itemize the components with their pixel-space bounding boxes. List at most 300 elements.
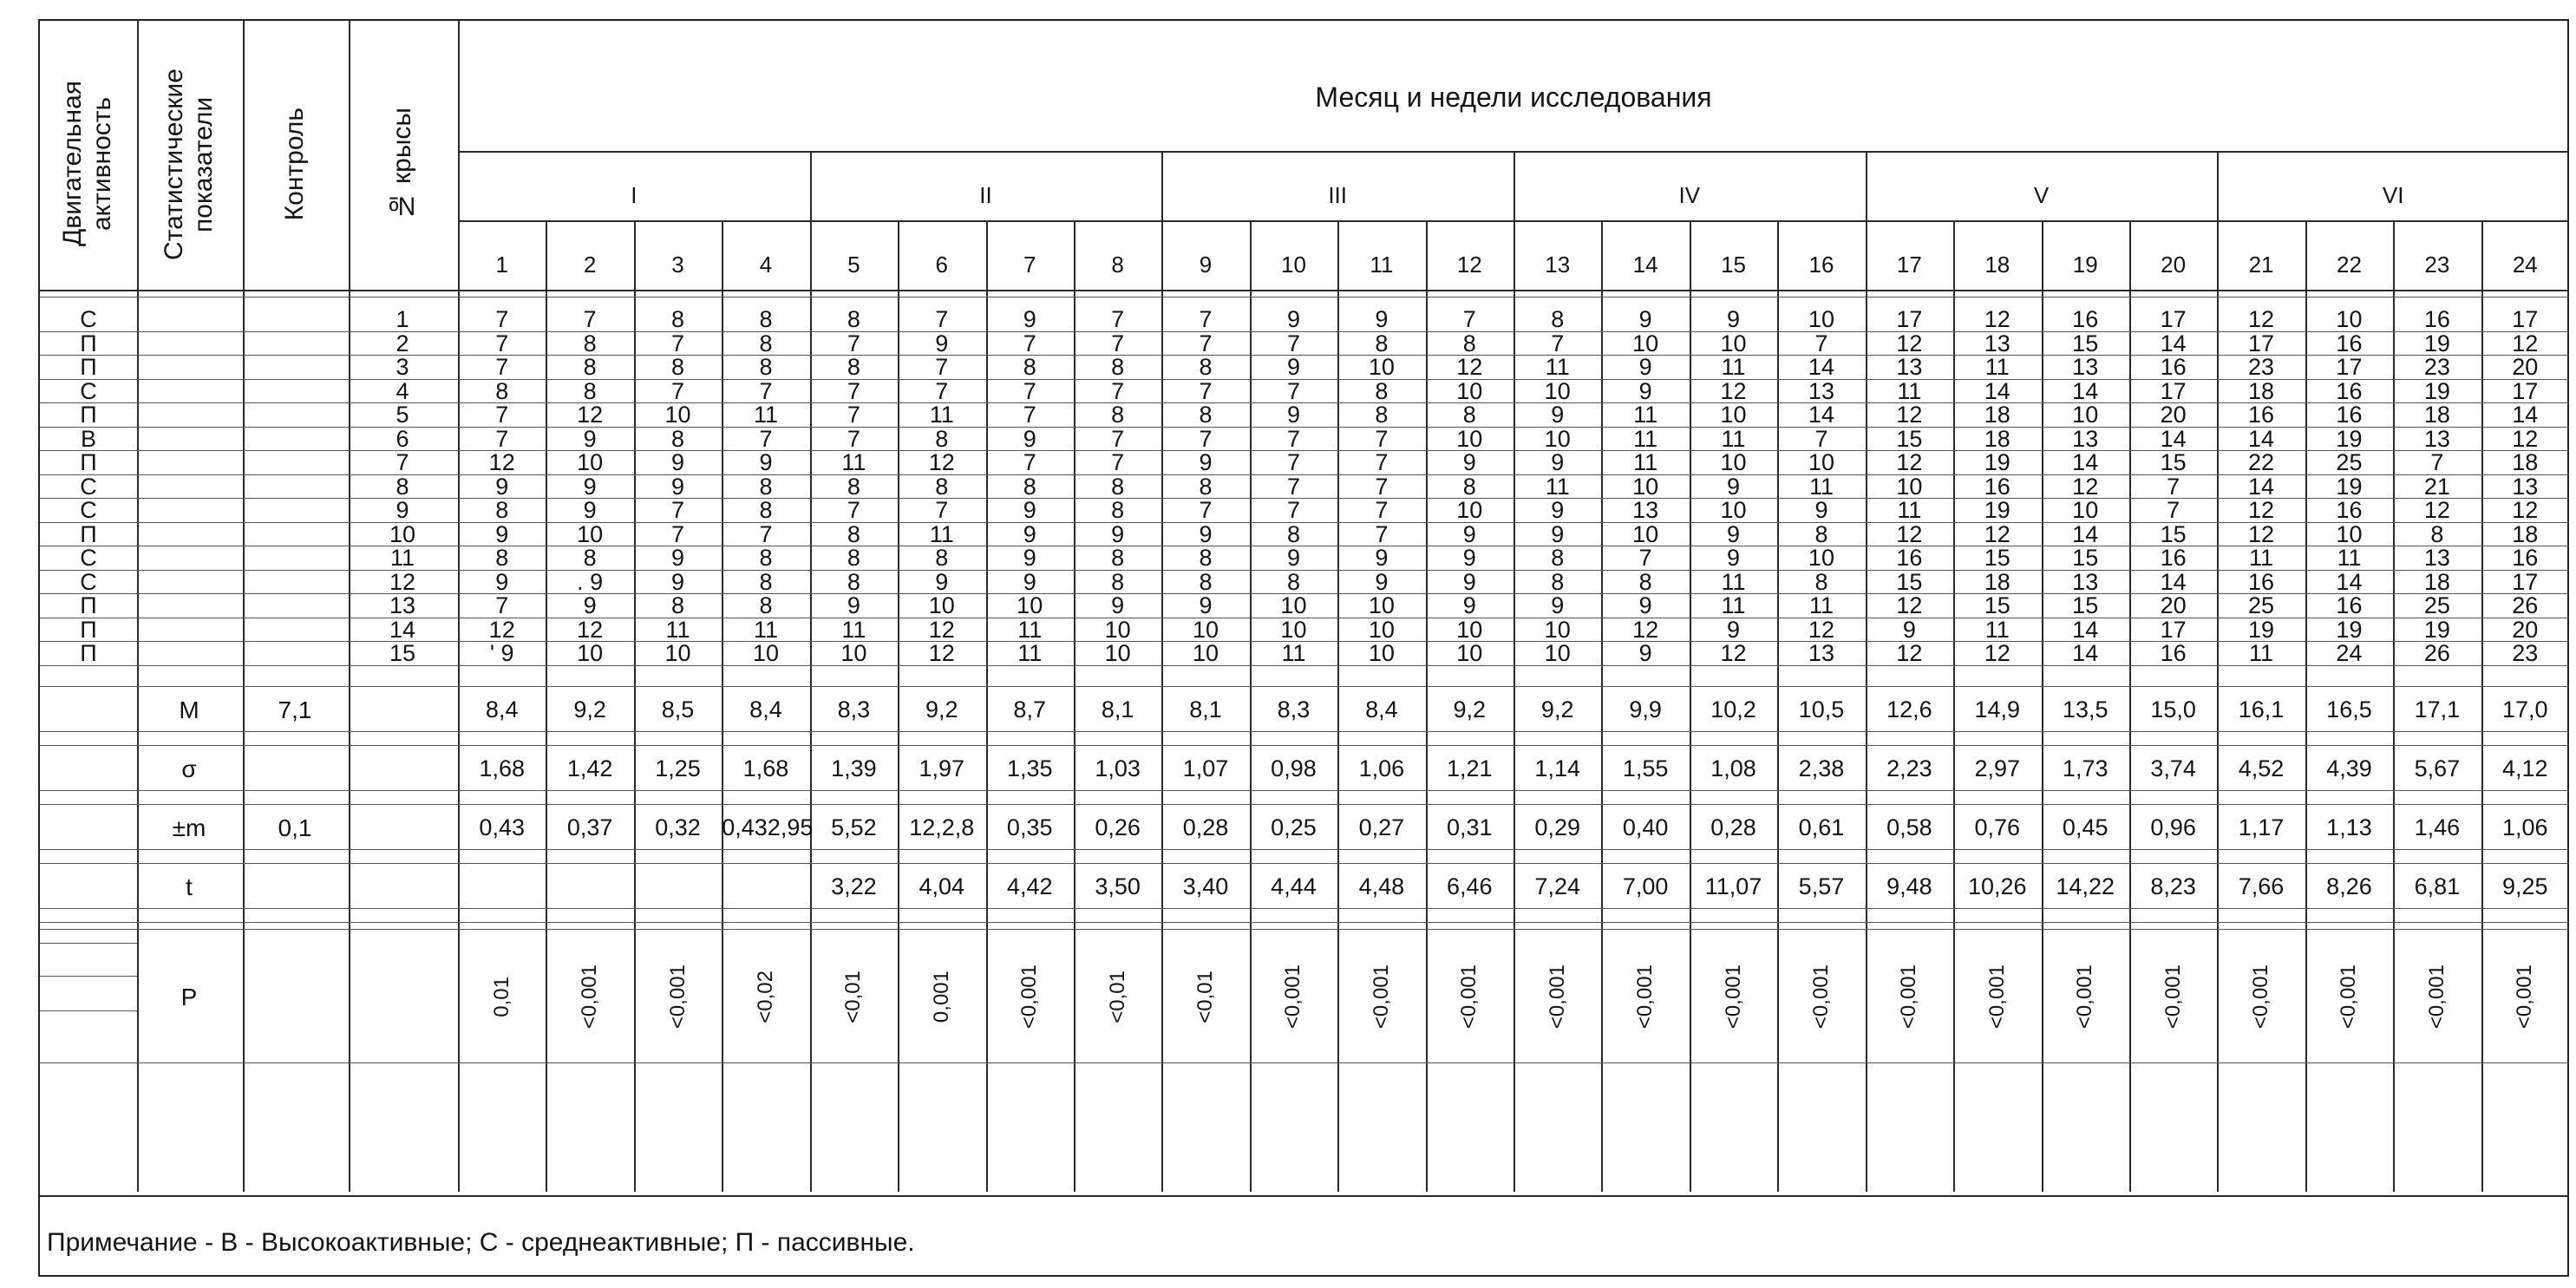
rat-value-cell: 10 — [1456, 425, 1483, 452]
rat-value-cell: ' 9 — [489, 640, 514, 666]
rat-value-cell: 8 — [847, 473, 860, 500]
stat-value-cell: 0,27 — [1358, 814, 1405, 840]
stat-value-cell: 9,48 — [1886, 873, 1932, 899]
rat-value-cell: 8 — [1111, 497, 1125, 523]
rat-value-cell: 9 — [1551, 520, 1565, 547]
rat-value-cell: 7 — [671, 330, 685, 356]
rat-value-cell: 7 — [1286, 449, 1300, 475]
rat-value-cell: 9 — [1199, 449, 1213, 475]
rat-activity: П — [80, 330, 97, 356]
rat-value-cell: 8 — [759, 354, 773, 380]
rat-value-cell: 11 — [1281, 640, 1306, 666]
stat-value-cell: 16,1 — [2238, 696, 2285, 722]
rat-value-cell: 7 — [1462, 306, 1476, 332]
rat-value-cell: 8 — [1814, 520, 1828, 547]
rat-value-cell: 11 — [1984, 616, 2010, 643]
p-value-cell: <0,01 — [1105, 971, 1129, 1023]
stat-value-cell: 2,23 — [1886, 755, 1932, 781]
rat-value-cell: 9 — [1727, 306, 1741, 332]
stat-value-cell: 15,0 — [2150, 696, 2196, 722]
rat-value-cell: 19 — [1984, 497, 2010, 523]
week-label: 14 — [1632, 252, 1658, 278]
rat-value-cell: 7 — [671, 377, 685, 404]
header-rat-number: № крысы — [388, 108, 416, 220]
stat-value-cell: 1,13 — [2326, 814, 2372, 840]
stat-value-cell: 1,68 — [479, 755, 525, 781]
rat-value-cell: 17 — [2512, 377, 2539, 404]
stat-value-cell: 14,9 — [1974, 696, 2021, 722]
rat-value-cell: 9 — [1286, 402, 1300, 428]
stat-value-cell: 10,26 — [1967, 873, 2027, 899]
rat-value-cell: 11 — [1721, 425, 1746, 452]
p-label: Р — [180, 983, 198, 1010]
rat-activity: П — [80, 640, 97, 666]
stat-value-cell: 0,28 — [1710, 814, 1756, 840]
rat-value-cell: 9 — [1286, 306, 1300, 332]
rat-value-cell: 10 — [1193, 640, 1219, 666]
rat-value-cell: 12 — [1720, 377, 1747, 404]
rat-activity: П — [80, 616, 97, 643]
rat-value-cell: 7 — [495, 330, 509, 356]
rat-value-cell: 8 — [1199, 568, 1213, 595]
rat-number: 15 — [389, 640, 416, 666]
rat-value-cell: 7 — [495, 592, 509, 618]
rat-value-cell: 11 — [841, 616, 866, 643]
rat-value-cell: 12 — [1984, 520, 2010, 547]
stat-label: ±m — [172, 814, 206, 841]
stat-value-cell: 1,17 — [2238, 814, 2285, 840]
rat-value-cell: 7 — [935, 497, 949, 523]
rat-value-cell: 7 — [1023, 449, 1036, 475]
rat-value-cell: 11 — [1984, 354, 2010, 380]
stat-value-cell: 6,46 — [1447, 873, 1493, 899]
rat-value-cell: 12 — [2248, 497, 2275, 523]
rat-value-cell: 13 — [1896, 354, 1923, 380]
rat-value-cell: 11 — [753, 616, 778, 643]
rat-value-cell: 11 — [665, 616, 690, 643]
stat-value-cell: 1,14 — [1534, 755, 1580, 781]
p-value-cell: <0,001 — [578, 964, 602, 1030]
rat-value-cell: 10 — [1456, 616, 1483, 643]
rat-value-cell: 9 — [671, 545, 685, 571]
grid-hline — [40, 1010, 137, 1011]
rat-value-cell: 9 — [1638, 640, 1652, 666]
p-value-cell: 0,001 — [929, 971, 953, 1023]
rat-value-cell: 9 — [583, 473, 597, 500]
rat-value-cell: 12 — [928, 449, 955, 475]
rat-value-cell: 11 — [1017, 616, 1043, 643]
rat-value-cell: 9 — [583, 592, 597, 618]
rat-value-cell: 10 — [840, 640, 867, 666]
grid-hline — [40, 929, 2569, 930]
rat-value-cell: 7 — [1111, 449, 1125, 475]
rat-number: 9 — [396, 497, 409, 523]
rat-value-cell: 10 — [1456, 377, 1483, 404]
stat-value-cell: 17,1 — [2414, 696, 2461, 722]
rat-value-cell: 7 — [847, 425, 860, 452]
rat-number: 13 — [389, 592, 416, 618]
rat-value-cell: 7 — [495, 354, 509, 380]
rat-number: 12 — [389, 568, 416, 595]
rat-value-cell: 17 — [2160, 377, 2187, 404]
rat-value-cell: 8 — [1551, 568, 1565, 595]
rat-value-cell: 12 — [2248, 306, 2275, 332]
p-value-cell: 0,01 — [489, 977, 513, 1017]
rat-value-cell: 8 — [1462, 473, 1476, 500]
rat-value-cell: 13 — [2072, 425, 2099, 452]
rat-value-cell: 8 — [583, 330, 597, 356]
p-value-cell: <0,01 — [841, 971, 866, 1023]
stat-value-cell: 8,23 — [2150, 873, 2196, 899]
rat-value-cell: 7 — [1199, 306, 1213, 332]
rat-value-cell: 16 — [2160, 354, 2187, 380]
rat-value-cell: 11 — [1897, 377, 1922, 404]
rat-value-cell: 25 — [2248, 592, 2275, 618]
stat-value-cell: 0,98 — [1271, 755, 1317, 781]
rat-number: 3 — [396, 354, 409, 380]
rat-value-cell: 10 — [1280, 616, 1307, 643]
rat-value-cell: 10 — [577, 449, 604, 475]
rat-value-cell: 10 — [1808, 449, 1834, 475]
rat-value-cell: 8 — [1111, 354, 1125, 380]
rat-value-cell: 9 — [1023, 306, 1036, 332]
rat-value-cell: 10 — [577, 640, 604, 666]
stat-value-cell: 1,21 — [1447, 755, 1493, 781]
rat-activity: С — [80, 497, 97, 523]
rat-value-cell: 9 — [1199, 592, 1213, 618]
p-value-cell: <0,01 — [1193, 971, 1218, 1023]
rat-value-cell: 11 — [2337, 545, 2362, 571]
rat-value-cell: 9 — [1638, 354, 1652, 380]
stat-value-cell: 0,43 — [479, 814, 525, 840]
rat-value-cell: 17 — [2336, 354, 2363, 380]
stat-value-cell: 5,57 — [1798, 873, 1845, 899]
rat-value-cell: 12 — [488, 449, 515, 475]
stat-value-cell: 9,2 — [1453, 696, 1487, 722]
rat-value-cell: 10 — [664, 402, 691, 428]
rat-value-cell: 8 — [1375, 377, 1389, 404]
grid-hline — [40, 908, 2569, 909]
rat-value-cell: 7 — [495, 306, 509, 332]
rat-value-cell: 8 — [1462, 402, 1476, 428]
rat-value-cell: 15 — [1984, 545, 2010, 571]
rat-number: 6 — [396, 425, 409, 452]
rat-number: 2 — [396, 330, 409, 356]
stat-value-cell: 11,07 — [1704, 873, 1762, 899]
stat-value-cell: 8,3 — [837, 696, 871, 722]
data-table — [38, 19, 2569, 1277]
rat-value-cell: 20 — [2512, 354, 2539, 380]
rat-value-cell: 14 — [1808, 354, 1834, 380]
rat-value-cell: 10 — [1544, 616, 1571, 643]
rat-value-cell: 18 — [1984, 425, 2010, 452]
rat-value-cell: 12 — [488, 616, 515, 643]
rat-value-cell: 8 — [759, 473, 773, 500]
rat-value-cell: 14 — [2336, 568, 2363, 595]
rat-value-cell: 12 — [1896, 640, 1923, 666]
rat-value-cell: 12 — [1896, 330, 1923, 356]
rat-value-cell: 18 — [1984, 568, 2010, 595]
rat-activity: С — [80, 568, 97, 595]
rat-value-cell: 8 — [671, 425, 685, 452]
rat-value-cell: 8 — [2430, 520, 2444, 547]
rat-value-cell: 9 — [1462, 592, 1476, 618]
rat-value-cell: 8 — [847, 568, 860, 595]
rat-value-cell: 7 — [1111, 425, 1125, 452]
p-value-cell: <0,001 — [1017, 964, 1042, 1030]
stat-value-cell: 0,45 — [2062, 814, 2109, 840]
rat-value-cell: 11 — [1721, 354, 1746, 380]
rat-value-cell: 17 — [1896, 306, 1923, 332]
rat-value-cell: 7 — [1375, 497, 1389, 523]
rat-value-cell: 18 — [2512, 520, 2539, 547]
week-label: 7 — [1023, 252, 1036, 278]
rat-value-cell: 9 — [495, 473, 509, 500]
rat-value-cell: 14 — [2512, 402, 2539, 428]
grid-hline — [40, 849, 2569, 850]
rat-value-cell: 9 — [583, 497, 597, 523]
p-value-cell: <0,001 — [2249, 964, 2273, 1030]
rat-value-cell: 7 — [1199, 377, 1213, 404]
rat-value-cell: 12 — [2512, 497, 2539, 523]
rat-value-cell: 11 — [1808, 592, 1834, 618]
stat-value-cell: 0,40 — [1622, 814, 1669, 840]
rat-value-cell: 10 — [1808, 306, 1834, 332]
rat-value-cell: 9 — [1462, 449, 1476, 475]
rat-value-cell: 13 — [1808, 640, 1834, 666]
rat-value-cell: 14 — [2072, 616, 2099, 643]
rat-value-cell: 7 — [1286, 330, 1300, 356]
rat-value-cell: 10 — [2072, 497, 2099, 523]
stat-value-cell: 2,38 — [1798, 755, 1845, 781]
rat-value-cell: 8 — [847, 520, 860, 547]
rat-value-cell: 9 — [1727, 616, 1741, 643]
stat-control: 0,1 — [278, 814, 312, 841]
p-value-cell: <0,02 — [753, 971, 777, 1023]
week-label: 17 — [1896, 252, 1922, 278]
rat-value-cell: 7 — [847, 330, 860, 356]
rat-number: 8 — [396, 473, 409, 500]
rat-activity: П — [80, 592, 97, 618]
p-value-cell: <0,001 — [2513, 964, 2537, 1030]
rat-value-cell: 20 — [2512, 616, 2539, 643]
stat-value-cell: 1,97 — [919, 755, 965, 781]
stat-value-cell: 8,26 — [2326, 873, 2372, 899]
week-label: 19 — [2072, 252, 2098, 278]
stat-value-cell: 10,2 — [1710, 696, 1756, 722]
rat-value-cell: 12 — [2248, 520, 2275, 547]
rat-value-cell: 12 — [1896, 520, 1923, 547]
rat-value-cell: 10 — [577, 520, 604, 547]
rat-value-cell: 8 — [847, 545, 860, 571]
rat-value-cell: 9 — [1111, 520, 1125, 547]
week-label: 11 — [1370, 252, 1394, 278]
rat-value-cell: 8 — [1551, 306, 1565, 332]
rat-value-cell: 10 — [1544, 640, 1571, 666]
p-value-cell: <0,001 — [2161, 964, 2185, 1030]
rat-value-cell: 10 — [1456, 640, 1483, 666]
rat-value-cell: 8 — [759, 306, 773, 332]
rat-value-cell: 9 — [759, 449, 773, 475]
rat-value-cell: 10 — [928, 592, 955, 618]
stat-value-cell: 1,03 — [1095, 755, 1141, 781]
rat-value-cell: 7 — [2167, 473, 2180, 500]
stat-value-cell: 8,4 — [749, 696, 782, 722]
rat-value-cell: 9 — [1023, 425, 1036, 452]
stat-value-cell: 9,2 — [1540, 696, 1574, 722]
rat-value-cell: 14 — [1808, 402, 1834, 428]
stat-value-cell: 0,61 — [1798, 814, 1845, 840]
rat-value-cell: 14 — [2160, 425, 2187, 452]
rat-value-cell: 23 — [2423, 354, 2450, 380]
rat-value-cell: 10 — [2336, 306, 2363, 332]
rat-value-cell: 7 — [935, 377, 949, 404]
rat-value-cell: 9 — [1375, 545, 1389, 571]
rat-value-cell: 8 — [759, 592, 773, 618]
rat-value-cell: 10 — [1808, 545, 1834, 571]
rat-value-cell: 15 — [2072, 330, 2099, 356]
rat-value-cell: 10 — [2336, 520, 2363, 547]
rat-value-cell: 14 — [2160, 568, 2187, 595]
stat-value-cell: 0,432,95 — [722, 814, 814, 840]
p-value-cell: <0,001 — [1369, 964, 1393, 1030]
rat-value-cell: 16 — [2423, 306, 2450, 332]
rat-value-cell: 9 — [1023, 545, 1036, 571]
stat-value-cell: 3,22 — [831, 873, 877, 899]
stat-value-cell: 0,25 — [1271, 814, 1317, 840]
rat-value-cell: 9 — [1638, 377, 1652, 404]
rat-value-cell: 9 — [1462, 545, 1476, 571]
rat-value-cell: 7 — [1199, 425, 1213, 452]
rat-value-cell: 22 — [2248, 449, 2275, 475]
rat-value-cell: . 9 — [577, 568, 604, 595]
stat-value-cell: 0,76 — [1974, 814, 2021, 840]
p-value-cell: <0,001 — [2337, 964, 2361, 1030]
stat-label: σ — [181, 755, 197, 782]
rat-value-cell: 12 — [2072, 473, 2099, 500]
rat-value-cell: 9 — [1462, 568, 1476, 595]
rat-value-cell: 7 — [1111, 330, 1125, 356]
stat-value-cell: 0,29 — [1534, 814, 1580, 840]
rat-value-cell: 14 — [2248, 473, 2275, 500]
rat-activity: П — [80, 402, 97, 428]
rat-value-cell: 8 — [1551, 545, 1565, 571]
rat-value-cell: 12 — [2512, 425, 2539, 452]
p-value-cell: <0,001 — [1984, 964, 2009, 1030]
rat-value-cell: 10 — [1104, 616, 1131, 643]
stat-value-cell: 13,5 — [2062, 696, 2109, 722]
rat-value-cell: 9 — [1023, 568, 1036, 595]
rat-activity: С — [80, 377, 97, 404]
stat-label: М — [179, 696, 199, 723]
rat-activity: С — [80, 473, 97, 500]
stat-value-cell: 4,39 — [2326, 755, 2372, 781]
rat-value-cell: 11 — [1545, 473, 1570, 500]
week-label: 1 — [495, 252, 508, 278]
rat-value-cell: 9 — [495, 520, 509, 547]
rat-activity: С — [80, 306, 97, 332]
rat-value-cell: 15 — [2072, 545, 2099, 571]
rat-value-cell: 8 — [1375, 402, 1389, 428]
week-label: 21 — [2248, 252, 2274, 278]
grid-hline — [40, 863, 2569, 864]
rat-value-cell: 12 — [1720, 640, 1747, 666]
week-label: 4 — [759, 252, 773, 278]
rat-value-cell: 7 — [1375, 425, 1389, 452]
rat-value-cell: 8 — [1111, 545, 1125, 571]
rat-value-cell: 7 — [1638, 545, 1652, 571]
rat-value-cell: 17 — [2248, 330, 2275, 356]
rat-value-cell: 11 — [1897, 497, 1922, 523]
rat-number: 5 — [396, 402, 409, 428]
rat-value-cell: 10 — [1368, 592, 1395, 618]
stat-value-cell: 12,6 — [1886, 696, 1932, 722]
rat-value-cell: 10 — [1544, 425, 1571, 452]
rat-value-cell: 8 — [495, 497, 509, 523]
rat-value-cell: 7 — [1286, 377, 1300, 404]
rat-value-cell: 8 — [1286, 520, 1300, 547]
rat-value-cell: 16 — [2248, 568, 2275, 595]
rat-activity: П — [80, 449, 97, 475]
stat-value-cell: 1,46 — [2414, 814, 2461, 840]
rat-value-cell: 12 — [2423, 497, 2450, 523]
rat-value-cell: 17 — [2160, 616, 2187, 643]
rat-value-cell: 7 — [1286, 497, 1300, 523]
rat-value-cell: 8 — [847, 306, 860, 332]
rat-value-cell: 8 — [671, 354, 685, 380]
stat-value-cell: 4,44 — [1271, 873, 1317, 899]
week-label: 2 — [583, 252, 597, 278]
rat-value-cell: 8 — [495, 545, 509, 571]
rat-value-cell: 7 — [935, 306, 949, 332]
rat-value-cell: 13 — [2072, 568, 2099, 595]
grid-vline — [243, 21, 245, 1192]
rat-value-cell: 14 — [2248, 425, 2275, 452]
p-value-cell: <0,001 — [1808, 964, 1833, 1030]
stat-value-cell: 1,06 — [2502, 814, 2548, 840]
month-label: III — [1328, 182, 1347, 208]
rat-value-cell: 26 — [2423, 640, 2450, 666]
rat-value-cell: 9 — [671, 449, 685, 475]
rat-value-cell: 7 — [671, 497, 685, 523]
rat-value-cell: 10 — [1456, 497, 1483, 523]
rat-value-cell: 9 — [1023, 520, 1036, 547]
rat-value-cell: 7 — [1551, 330, 1565, 356]
rat-value-cell: 10 — [1280, 592, 1307, 618]
rat-value-cell: 7 — [847, 377, 860, 404]
rat-value-cell: 14 — [2072, 377, 2099, 404]
rat-value-cell: 13 — [2072, 354, 2099, 380]
stat-value-cell: 1,39 — [831, 755, 877, 781]
rat-value-cell: 10 — [664, 640, 691, 666]
rat-value-cell: 18 — [2423, 568, 2450, 595]
rat-value-cell: 10 — [1632, 473, 1659, 500]
rat-value-cell: 8 — [1111, 473, 1125, 500]
rat-value-cell: 11 — [2249, 640, 2274, 666]
stat-value-cell: 8,4 — [485, 696, 519, 722]
rat-value-cell: 11 — [929, 520, 954, 547]
stat-value-cell: 4,04 — [919, 873, 965, 899]
rat-value-cell: 23 — [2512, 640, 2539, 666]
rat-value-cell: 7 — [759, 425, 773, 452]
rat-value-cell: 7 — [1814, 330, 1828, 356]
stat-value-cell: 1,06 — [1358, 755, 1405, 781]
rat-value-cell: 16 — [2336, 592, 2363, 618]
grid-hline — [40, 686, 2569, 687]
stat-value-cell: 8,4 — [1365, 696, 1398, 722]
stat-value-cell: 1,35 — [1006, 755, 1053, 781]
rat-value-cell: 25 — [2423, 592, 2450, 618]
